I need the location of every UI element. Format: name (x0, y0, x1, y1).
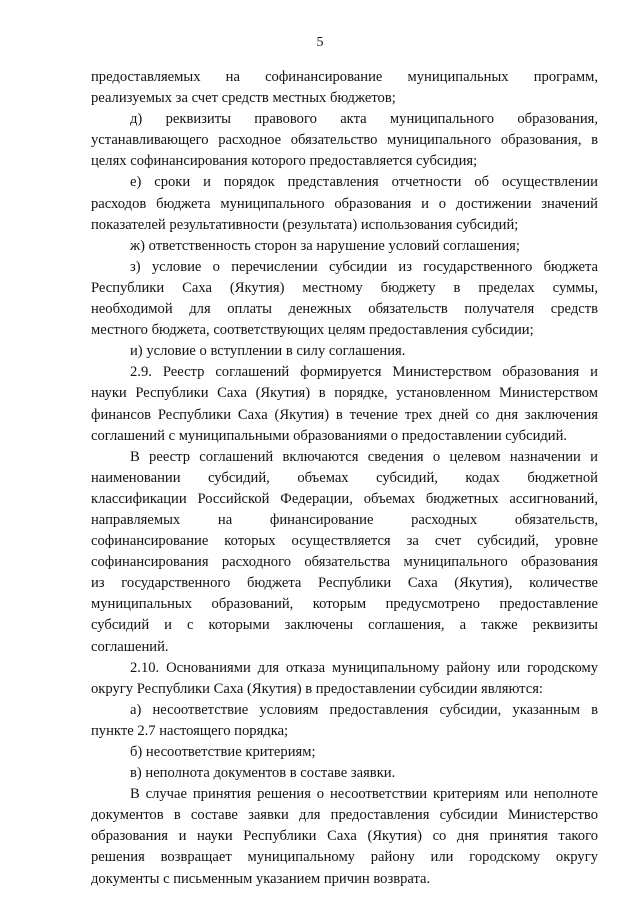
text-line: б) несоответствие критериям; (130, 744, 316, 760)
text-line: необходимой для оплаты денежных обязательств получателя средств (91, 301, 598, 318)
text-line: из государственного бюджета Республики Саха (Якутия), количестве (91, 575, 598, 592)
text-line: местного бюджета, соответствующих целям предоставления субсидии; (91, 322, 534, 339)
text-line: д) реквизиты правового акта муниципального образования, (130, 111, 598, 128)
text-line: 2.10. Основаниями для отказа муниципальному району или городскому (130, 659, 598, 676)
text-line: науки Республики Саха (Якутия) в порядке, установленном Министерством (91, 385, 598, 402)
text-line: 2.9. Реестр соглашений формируется Министерством образования и (130, 364, 598, 381)
text-line: е) сроки и порядок представления отчетности об осуществлении (130, 174, 598, 191)
text-line: целях софинансирования которого предоставляется субсидия; (91, 153, 478, 170)
text-line: а) несоответствие условиям предоставления субсидии, указанным в (130, 701, 598, 718)
text-line: муниципальных образований, которым предусмотрено предоставление (91, 596, 598, 613)
text-line: В случае принятия решения о несоответствии критериям или неполноте (130, 786, 598, 803)
text-line: и) условие о вступлении в силу соглашения. (130, 343, 406, 360)
text-line: ж) ответственность сторон за нарушение условий соглашения; (130, 237, 520, 254)
text-line: в) неполнота документов в составе заявки. (130, 765, 396, 782)
text-line: софинансирования расходного обязательства муниципального образования (91, 554, 598, 571)
text-line: В реестр соглашений включаются сведения о целевом назначении и (130, 448, 598, 465)
text-line: софинансирование которых осуществляется за счет субсидий, уровне (91, 533, 598, 550)
text-line: субсидий и с которыми заключены соглашения, а также реквизиты (91, 617, 598, 634)
body-text (91, 67, 598, 890)
text-line: расходов бюджета муниципального образования и о достижении значений (91, 195, 598, 212)
text-line: соглашений. (91, 638, 169, 655)
text-line: округу Республики Саха (Якутия) в предоставлении субсидии являются: (91, 680, 543, 697)
text-line: реализуемых за счет средств местных бюджетов; (91, 90, 396, 107)
text-line: образования и науки Республики Саха (Якутия) со дня принятия такого (91, 828, 598, 845)
text-line: з) условие о перечислении субсидии из государственного бюджета (130, 258, 598, 275)
text-line: показателей результативности (результата) использования субсидий; (91, 216, 519, 233)
text-line: документы с письменным указанием причин возврата. (91, 870, 431, 887)
text-line: направляемых на финансирование расходных обязательств, (91, 511, 598, 528)
text-line: документов в составе заявки для предоставления субсидии Министерство (91, 807, 598, 824)
text-line: Республики Саха (Якутия) местному бюджету в пределах суммы, (91, 279, 598, 296)
text-line: решения возвращает муниципальному району или городскому округу (91, 849, 598, 866)
text-line: финансов Республики Саха (Якутия) в течение трех дней со дня заключения (91, 406, 598, 423)
text-line: пункте 2.7 настоящего порядка; (91, 722, 289, 739)
text-line: устанавливающего расходное обязательство муниципального образования, в (91, 132, 598, 149)
text-line: классификации Российской Федерации, объемах бюджетных ассигнований, (91, 490, 598, 507)
page-number: 5 (316, 35, 324, 50)
text-line: наименовании субсидий, объемах субсидий, кодах бюджетной (91, 469, 598, 486)
text-line: соглашений с муниципальными образованиями о предоставлении субсидий. (91, 427, 568, 444)
text-line: предоставляемых на софинансирование муниципальных программ, (91, 69, 598, 85)
